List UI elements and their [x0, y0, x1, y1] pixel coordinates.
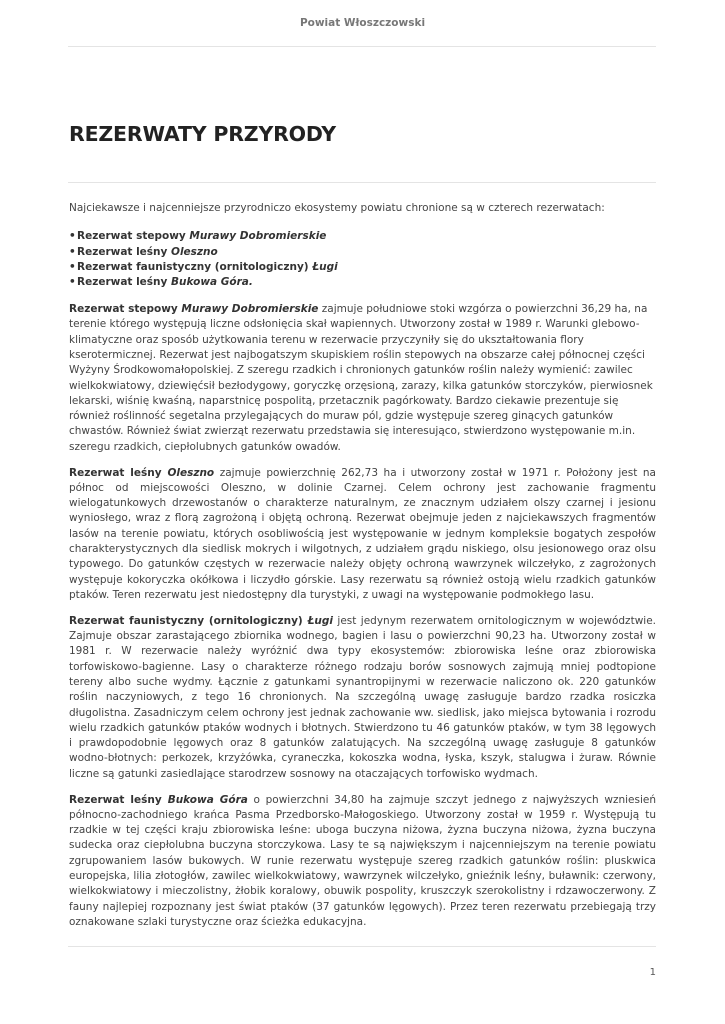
page-title: REZERWATY PRZYRODY — [69, 122, 336, 146]
paragraph-reserve-name: Murawy Dobromierskie — [181, 303, 319, 316]
reserve-type: Rezerwat stepowy — [77, 230, 190, 243]
bullet-icon: • — [69, 260, 76, 273]
page-number: 1 — [649, 967, 656, 978]
bullet-icon: • — [69, 245, 76, 258]
paragraph-text: o powierzchni 34,80 ha zajmuje szczyt jednego z najwyższych wzniesień północno-zachodniego krańca Pasma Przedborsko-Małogoskiego. Utworzony został w 1959 r. Występują tu rzadkie w tej części kraju zbiorowiska leśne: uboga buczyna niżowa, żyzna buczyna niżowa, żyzna buczyna sudecka oraz ciepłolubna buczyna storczykowa. Lasy te są największym i najcenniejszym na terenie powiatu zgrupowaniem lasów bukowych. W runie rezerwatu występuje szereg rzadkich gatunków roślin: pluskwica europejska, lilia złotogłów, zawilec wielkokwiatowy, wawrzynek wilczełyko, gnieźnik leśny, buławnik: czerwony, wielkokwiatowy i mieczolistny, żłobik koralowy, obuwik pospolity, kruszczyk szerokolistny i rdzawoczerwony. Z fauny najlepiej rozpoznany jest świat ptaków (37 gatunków lęgowych). Przez teren rezerwatu przebiegają trzy oznakowane szlaki turystyczne oraz ścieżka edukacyjna. — [69, 793, 657, 928]
paragraph-lugi — [69, 614, 656, 782]
paragraph-reserve-name: Bukowa Góra — [167, 793, 248, 806]
reserves-list — [69, 229, 656, 290]
reserve-name: Ługi — [312, 260, 338, 273]
paragraph-lead: Rezerwat leśny — [69, 466, 168, 479]
reserve-type: Rezerwat leśny — [77, 275, 172, 288]
list-item — [69, 229, 656, 244]
article-body — [69, 201, 656, 941]
header-divider — [68, 46, 656, 47]
list-item — [69, 275, 656, 290]
paragraph-lead: Rezerwat faunistyczny (ornitologiczny) — [69, 614, 308, 627]
reserve-name: Oleszno — [171, 245, 218, 258]
paragraph-oleszno — [69, 466, 656, 604]
paragraph-lead: Rezerwat stepowy — [69, 303, 182, 316]
list-item — [69, 245, 656, 260]
paragraph-lead: Rezerwat leśny — [69, 793, 168, 806]
reserve-name: Bukowa Góra. — [171, 275, 253, 288]
title-divider — [68, 182, 656, 183]
list-item — [69, 260, 656, 275]
intro-paragraph: Najciekawsze i najcenniejsze przyrodniczo ekosystemy powiatu chronione są w czterech rezerwatach: — [69, 202, 605, 214]
reserve-name: Murawy Dobromierskie — [189, 230, 327, 243]
paragraph-reserve-name: Ługi — [307, 614, 333, 627]
paragraph-murawy-dobromierskie — [69, 302, 656, 455]
paragraph-text: zajmuje powierzchnię 262,73 ha i utworzony został w 1971 r. Położony jest na północ od miejscowości Oleszno, w dolinie Czarnej. Celem ochrony jest zachowanie fragmentu wielogatunkowych drzewostanów o charakterze naturalnym, ze znacznym udziałem olszy czarnej i jesionu wyniosłego, wraz z florą zagrożoną i objętą ochroną. Rezerwat obejmuje jeden z najciekawszych fragmentów lasów na terenie powiatu, których osobliwością jest występowanie w jednym kompleksie bogatych zespołów charakterystycznych dla siedlisk mokrych i wilgotnych, z udziałem grądu niskiego, olsu jesionowego oraz olsu typowego. Do gatunków częstych w rezerwacie należy objęty ochroną wawrzynek wilczełyko, z zagrożonych występuje kokoryczka okółkowa i liczydło górskie. Lasy rezerwatu są również ostoją wielu rzadkich gatunków ptaków. Teren rezerwatu jest niedostępny dla turystyki, z uwagi na występowanie podmokłego lasu. — [69, 466, 656, 601]
footer-divider — [68, 946, 656, 947]
reserve-type: Rezerwat faunistyczny (ornitologiczny) — [77, 260, 313, 273]
paragraph-text: jest jedynym rezerwatem ornitologicznym w województwie. Zajmuje obszar zarastającego zbiornika wodnego, bagien i lasu o powierzchni 90,23 ha. Utworzony został w 1981 r. W rezerwacie należy wyróżnić dwa typy ekosystemów: zbiorowiska leśne oraz zbiorowiska torfowiskowo-bagienne. Lasy o charakterze różnego rodzaju borów sosnowych zajmują mniej podtopione tereny albo suche wydmy. Łącznie z gatunkami synantropijnymi w rezerwacie naliczono ok. 220 gatunków roślin naczyniowych, z tego 16 chronionych. Na szczególną uwagę zasługuje bardzo rzadka rosiczka długolistna. Zasadniczym celem ochrony jest jednak zachowanie ww. siedlisk, jako miejsca bytowania i rozrodu wielu rzadkich gatunków ptaków wodnych i błotnych. Stwierdzono tu 46 gatunków ptaków, w tym 38 lęgowych i prawdopodobnie lęgowych oraz 8 gatunków zalatujących. Na szczególną uwagę zasługuje 8 gatunków wodno-błotnych: perkozek, krzyżówka, cyraneczka, kokoszka wodna, łyska, kszyk, stalugwa i żuraw. Równie liczne są gatunki zasiedlające starodrzew sosnowy na otaczających torfowisko wydmach. — [69, 614, 656, 780]
document-header-title: Powiat Włoszczowski — [299, 17, 426, 29]
reserve-type: Rezerwat leśny — [77, 245, 172, 258]
paragraph-text: zajmuje południowe stoki wzgórza o powierzchni 36,29 ha, na terenie którego występują liczne odsłonięcia skał wapiennych. Utworzony został w 1989 r. Warunki glebowo-klimatyczne oraz sposób użytkowania terenu w rezerwacie przyczyniły się do ukształtowania flory kserotermicznej. Rezerwat jest najbogatszym skupiskiem roślin stepowych na obszarze całej północnej części Wyżyny Środkowomałopolskiej. Z szeregu rzadkich i chronionych gatunków roślin należy wymienić: zawilec wielkokwiatowy, dziewięćsił bezłodygowy, goryczkę orzęsioną, zarazy, kilka gatunków storczyków, pierwiosnek lekarski, wiśnię kwaśną, naparstnicę pospolitą, przetacznik pagórkowaty. Bardzo ciekawie prezentuje się również roślinność segetalna przylegających do muraw pól, gdzie występuje szereg ginących gatunków chwastów. Również świat zwierząt rezerwatu przedstawia się interesująco, stwierdzono występowanie m.in. szeregu rzadkich, ciepłolubnych gatunków owadów. — [69, 303, 653, 453]
paragraph-reserve-name: Oleszno — [167, 466, 215, 479]
bullet-icon: • — [69, 275, 76, 288]
paragraph-bukowa-gora — [69, 793, 656, 931]
bullet-icon: • — [69, 230, 76, 243]
